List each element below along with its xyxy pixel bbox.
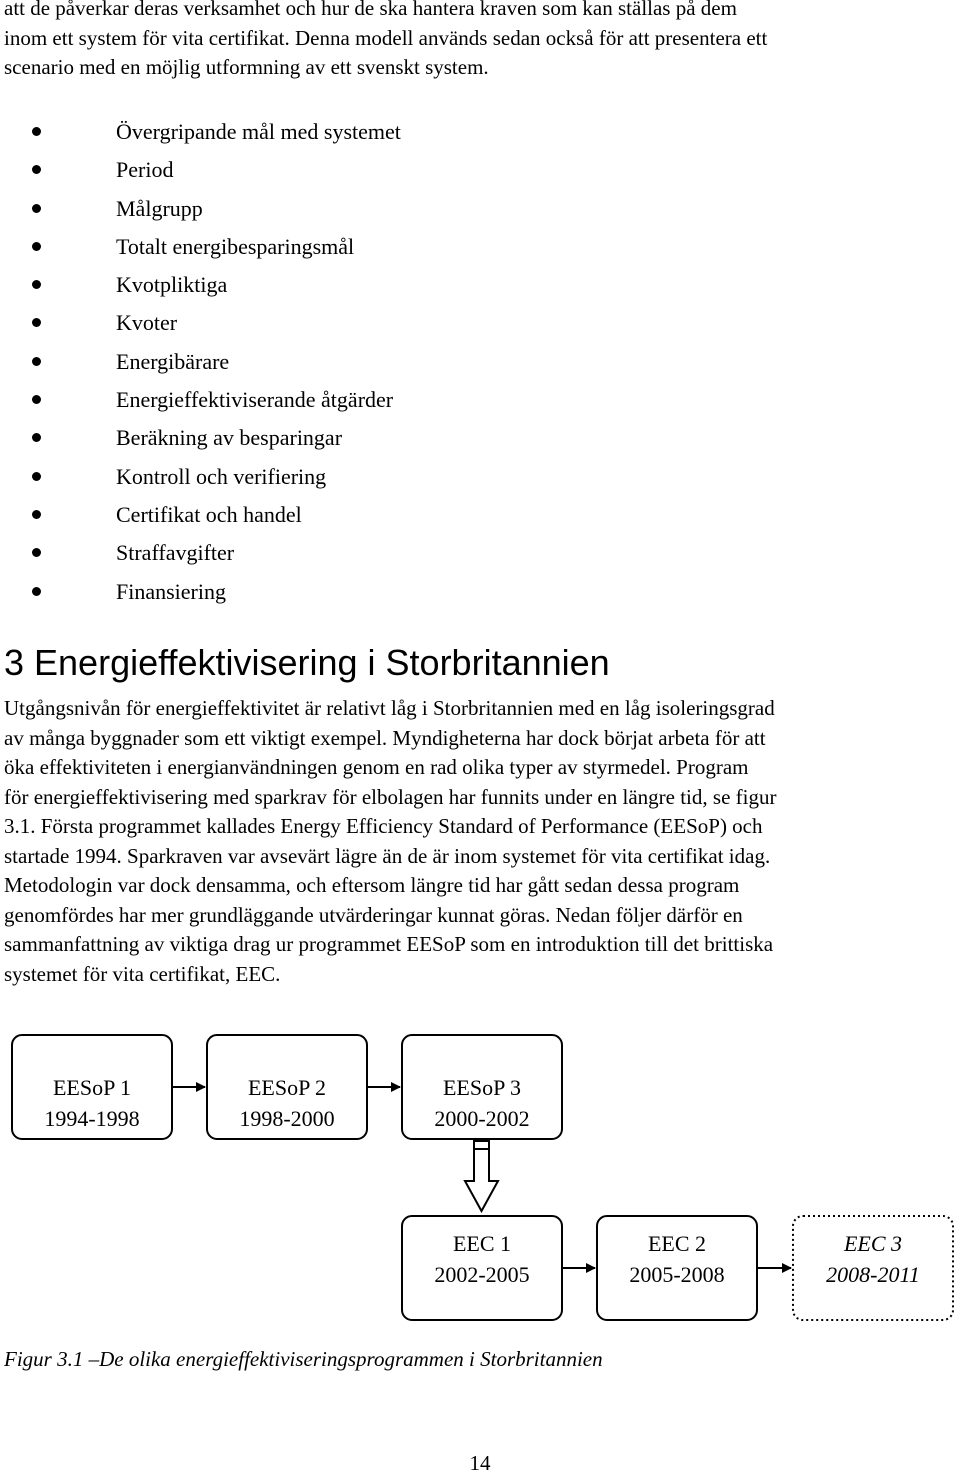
intro-paragraph [4, 0, 954, 83]
bullet-label: Kontroll och verifiering [116, 463, 327, 489]
bullet-item [0, 190, 401, 228]
eec-3-box [793, 1216, 953, 1320]
bullet-label: Certifikat och handel [116, 501, 302, 527]
bullet-label: Beräkning av besparingar [116, 425, 343, 451]
body-line: Metodologin var dock densamma, och eftersom längre tid har gått sedan dessa program [4, 873, 740, 897]
bullet-dot-icon [32, 510, 41, 519]
bullet-dot-icon [32, 433, 41, 442]
bullet-item [0, 113, 401, 151]
bullet-item [0, 343, 401, 381]
bullet-list [0, 113, 401, 611]
box-title: EESoP 1 [52, 1075, 132, 1100]
bullet-dot-icon [32, 548, 41, 557]
body-line: systemet för vita certifikat, EEC. [4, 961, 281, 986]
bullet-dot-icon [32, 242, 41, 251]
body-line: av många byggnader som ett viktigt exempel. Myndigheterna har dock börjat arbeta för att [4, 725, 766, 750]
intro-line: att de påverkar deras verksamhet och hur de ska hantera kraven som kan ställas på dem [4, 0, 737, 20]
bullet-item [0, 419, 401, 457]
bullet-dot-icon [32, 127, 41, 136]
bullet-dot-icon [32, 280, 41, 289]
bullet-dot-icon [32, 395, 41, 404]
eec-2-box [597, 1216, 757, 1320]
bullet-label: Målgrupp [116, 195, 203, 221]
body-line: Utgångsnivån för energieffektivitet är relativt låg i Storbritannien med en låg isoleringsgrad [4, 696, 775, 720]
box-period: 2000-2002 [434, 1106, 530, 1131]
box-period: 2005-2008 [629, 1262, 725, 1287]
bullet-item [0, 573, 401, 611]
bullet-item [0, 228, 401, 266]
eec-1-box [402, 1216, 562, 1320]
intro-line: inom ett system för vita certifikat. Denna modell används sedan också för att presentera ett [4, 25, 768, 50]
box-period: 1994-1998 [44, 1106, 140, 1131]
box-period: 2002-2005 [434, 1262, 530, 1287]
body-line: startade 1994. Sparkraven var avsevärt lägre än de är inom systemet för vita certifikat idag. [4, 843, 771, 868]
body-line: genomfördes har mer grundläggande utvärderingar kunnat göras. Nedan följer därför en [4, 902, 743, 927]
bullet-label: Övergripande mål med systemet [116, 119, 401, 144]
bullet-label: Energieffektiviserande åtgärder [116, 387, 394, 413]
bullet-item [0, 151, 401, 189]
bullet-item [0, 496, 401, 534]
box-title: EEC 1 [452, 1231, 512, 1256]
body-line: sammanfattning av viktiga drag ur programmet EESoP som en introduktion till det brittiska [4, 932, 774, 956]
intro-line: scenario med en möjlig utformning av ett svenskt system. [4, 55, 489, 79]
bullet-label: Finansiering [116, 578, 226, 604]
page-number: 14 [469, 1451, 491, 1475]
body-line: 3.1. Första programmet kallades Energy Efficiency Standard of Performance (EESoP) och [4, 814, 763, 838]
section-body [4, 694, 956, 989]
figure-caption: Figur 3.1 –De olika energieffektiviseringsprogrammen i Storbritannien [4, 1347, 603, 1371]
bullet-dot-icon [32, 204, 41, 213]
bullet-item [0, 458, 401, 496]
bullet-dot-icon [32, 318, 41, 327]
bullet-label: Kvoter [116, 310, 178, 336]
box-title: EESoP 3 [442, 1075, 522, 1100]
bullet-item [0, 304, 401, 342]
box-title: EEC 3 [843, 1231, 903, 1256]
bullet-dot-icon [32, 472, 41, 481]
bullet-dot-icon [32, 165, 41, 174]
bullet-item [0, 381, 401, 419]
bullet-label: Kvotpliktiga [116, 272, 228, 298]
eesop-2-box [207, 1035, 367, 1139]
bullet-dot-icon [32, 357, 41, 366]
bullet-item [0, 266, 401, 304]
box-title: EEC 2 [647, 1231, 707, 1256]
bullet-dot-icon [32, 587, 41, 596]
bullet-label: Period [116, 157, 174, 183]
eesop-1-box [12, 1035, 172, 1139]
bullet-label: Totalt energibesparingsmål [116, 233, 355, 259]
box-title: EESoP 2 [247, 1075, 327, 1100]
bullet-label: Straffavgifter [116, 540, 235, 566]
hollow-down-arrow-icon [465, 1141, 498, 1211]
box-period: 1998-2000 [239, 1106, 335, 1131]
eesop-3-box [402, 1035, 562, 1139]
body-line: för energieffektivisering med sparkrav för elbolagen har funnits under en längre tid, se figur [4, 784, 777, 809]
bullet-item [0, 534, 401, 572]
section-heading: 3 Energieffektivisering i Storbritannien [4, 642, 610, 683]
bullet-label: Energibärare [116, 348, 230, 374]
box-period: 2008-2011 [826, 1262, 920, 1287]
program-timeline-diagram [0, 1025, 960, 1325]
body-line: öka effektiviteten i energianvändningen genom en rad olika typer av styrmedel. Program [4, 755, 749, 779]
